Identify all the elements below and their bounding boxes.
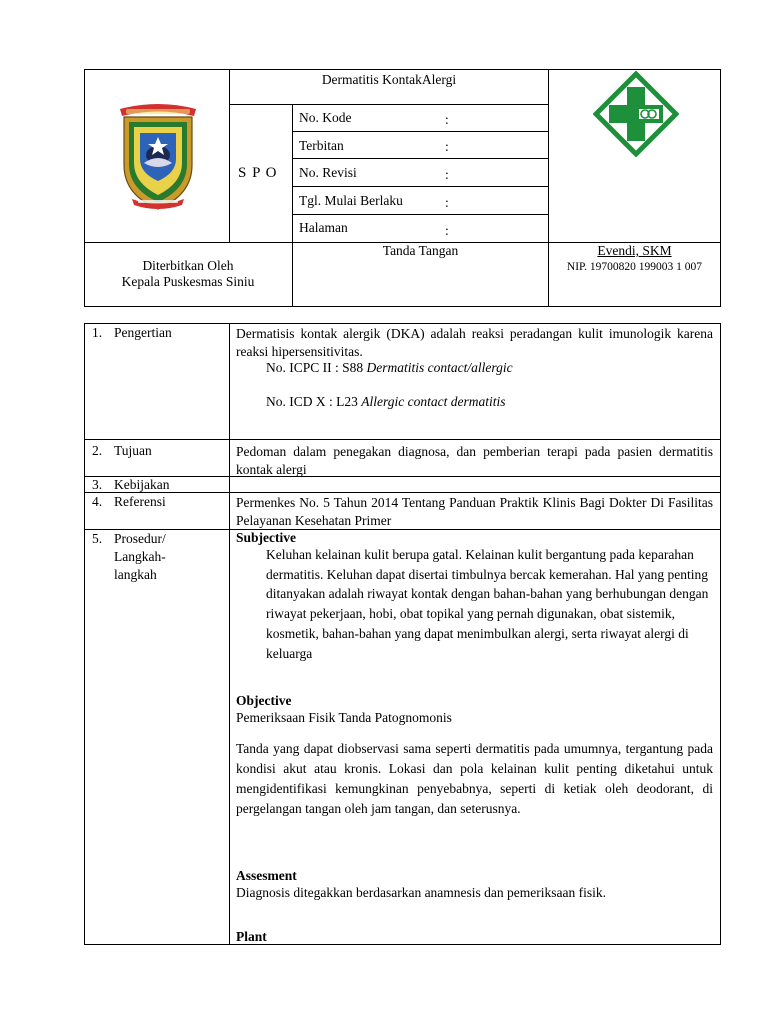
row-number: 3. [92,477,103,492]
spo-label: S P O [238,165,278,181]
row-label-tujuan: Tujuan [114,443,152,458]
row-label-prosedur-2: Langkah- [114,549,166,564]
row-number: 5. [92,531,103,546]
icd-code: No. ICD X : L23 Allergic contact dermatitis [266,394,506,409]
row-label-pengertian: Pengertian [114,325,172,340]
row-divider [84,439,721,440]
field-terbitan-label: Terbitan [299,138,344,153]
field-tgl-mulai-label: Tgl. Mulai Berlaku [299,193,403,208]
divider [292,131,549,132]
referensi-text: Permenkes No. 5 Tahun 2014 Tentang Panduan Praktik Klinis Bagi Dokter Di Fasilitas Pelayanan Kesehatan Primer [236,495,713,528]
regency-emblem-icon [118,103,198,213]
divider [292,158,549,159]
issued-by-line2: Kepala Puskesmas Siniu [121,274,255,289]
signer-name: Evendi, SKM [597,243,672,258]
field-no-kode-label: No. Kode [299,110,352,125]
issued-by-line1: Diterbitkan Oleh [142,258,234,273]
divider [292,186,549,187]
objective-subtitle: Pemeriksaan Fisik Tanda Patognomonis [236,710,452,725]
objective-title: Objective [236,693,292,708]
field-halaman-label: Halaman [299,220,348,235]
subjective-text: Keluhan kelainan kulit berupa gatal. Kelainan kulit bergantung pada keparahan dermatitis. Keluhan dapat disertai timbulnya bercak kemerahan. Hal yang penting ditanyakan adalah riwayat kontak dengan bahan-bahan yang berhubungan dengan riwayat pekerjaan, hobi, obat topikal yang pernah digunakan, obat sistemik, kosmetik, bahan-bahan yang dapat menimbulkan alergi, serta riwayat alergi di keluarga [266,547,709,661]
row-number: 2. [92,443,103,458]
puskesmas-cross-icon [593,71,679,157]
row-label-prosedur-3: langkah [114,567,157,582]
procedure-table [84,323,721,945]
divider [229,69,230,242]
header-table [84,69,721,307]
signature-label: Tanda Tangan [382,243,459,258]
assesment-text: Diagnosis ditegakkan berdasarkan anamnesis dan pemeriksaan fisik. [236,885,607,900]
divider [292,104,293,307]
row-number: 1. [92,325,103,340]
row-label-prosedur-1: Prosedur/ [114,531,166,546]
signer-nip: NIP. 19700820 199003 1 007 [566,261,703,273]
assesment-title: Assesment [236,868,297,883]
row-label-referensi: Referensi [114,494,166,509]
field-halaman-colon: : [445,223,449,238]
field-no-kode-colon: : [445,112,449,127]
document-title: Dermatitis KontakAlergi [321,72,457,87]
divider [292,214,549,215]
tujuan-text: Pedoman dalam penegakan diagnosa, dan pemberian terapi pada pasien dermatitis kontak alergi [236,444,713,477]
field-no-revisi-colon: : [445,167,449,182]
column-divider [229,323,230,945]
row-divider [84,492,721,493]
row-number: 4. [92,494,103,509]
field-tgl-mulai-colon: : [445,195,449,210]
subjective-title: Subjective [236,530,296,545]
field-no-revisi-label: No. Revisi [299,165,357,180]
divider [229,104,549,105]
plant-title: Plant [236,929,267,944]
icpc-code: No. ICPC II : S88 Dermatitis contact/allergic [266,360,513,375]
objective-text: Tanda yang dapat diobservasi sama seperti dermatitis pada umumnya, tergantung pada kondisi akut atau kronis. Lokasi dan pola kelainan kulit penting diketahui untuk mengidentifikasi kemungkinan penyebabnya, seperti di ketiak oleh deodorant, di pergelangan tangan oleh jam tangan, dan seterusnya. [236,741,713,816]
field-terbitan-colon: : [445,139,449,154]
pengertian-text: Dermatisis kontak alergik (DKA) adalah reaksi peradangan kulit imunologik karena reaksi hipersensitivitas. [236,326,713,359]
row-label-kebijakan: Kebijakan [114,477,170,492]
